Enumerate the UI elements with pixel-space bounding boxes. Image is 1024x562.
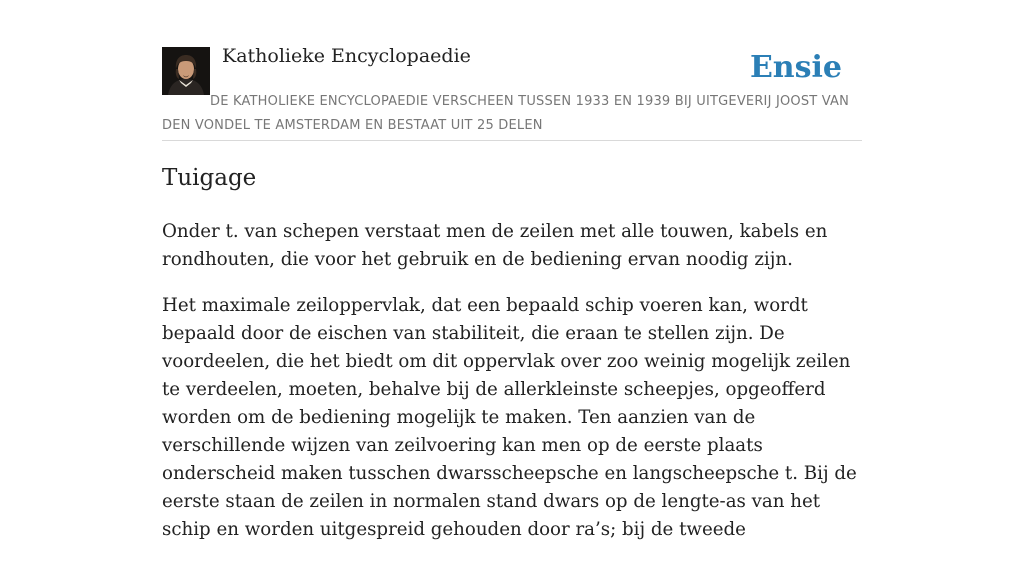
- article-title: Tuigage: [162, 165, 257, 191]
- source-description: DE KATHOLIEKE ENCYCLOPAEDIE VERSCHEEN TUSSEN 1933 EN 1939 BIJ UITGEVERIJ JOOST VAN DEN VONDEL TE AMSTERDAM EN BESTAAT UIT 25 DELEN: [162, 94, 850, 133]
- article-paragraph: Onder t. van schepen verstaat men de zeilen met alle touwen, kabels en rondhouten, die voor het gebruik en de bediening ervan noodig zijn.: [162, 221, 828, 270]
- ensie-logo[interactable]: Ensie: [749, 50, 842, 85]
- article-paragraph: Het maximale zeiloppervlak, dat een bepaald schip voeren kan, wordt bepaald door de eischen van stabiliteit, die eraan te stellen zijn. De voordeelen, die het biedt om dit oppervlak over zoo weinig mogelijk zeilen te verdeelen, moeten, behalve bij de allerkleinste scheepjes, opgeofferd worden om de bediening mogelijk te maken. Ten aanzien van de verschillende wijzen van zeilvoering kan men op de eerste plaats onderscheid maken tusschen dwarsscheepsche en langscheepsche t. Bij de eerste staan de zeilen in normalen stand dwars op de lengte-as van het schip en worden uitgespreid gehouden door ra’s; bij de tweede: [162, 295, 857, 540]
- portrait-image: [162, 47, 210, 95]
- article: [162, 160, 862, 562]
- source-title[interactable]: Katholieke Encyclopaedie: [222, 45, 471, 67]
- source-header: [162, 44, 862, 141]
- source-avatar[interactable]: [162, 47, 210, 95]
